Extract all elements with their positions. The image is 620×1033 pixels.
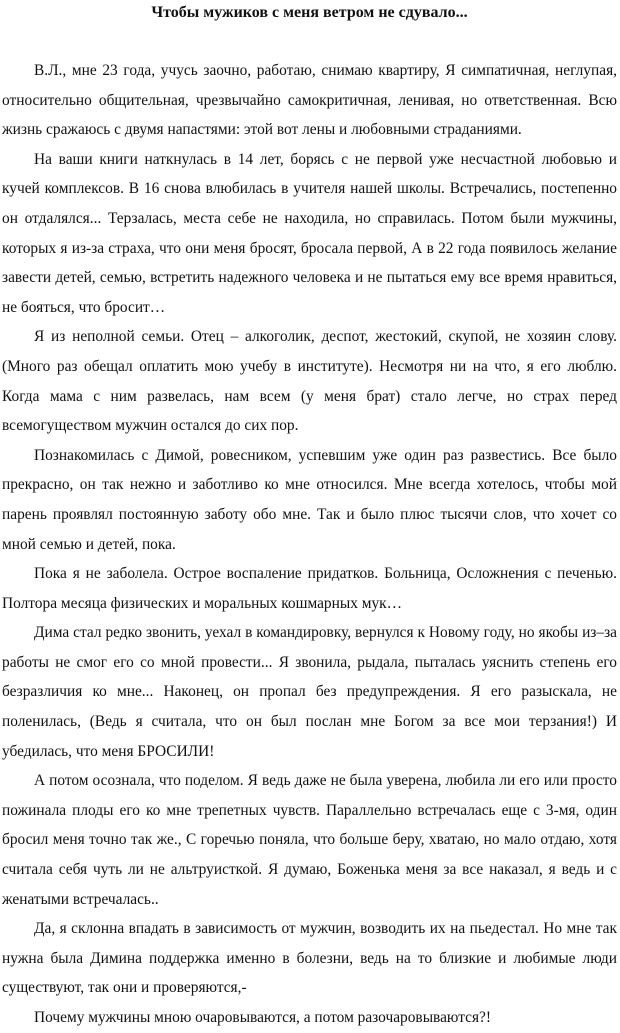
paragraph: Я из неполной семьи. Отец – алкоголик, деспот, жестокий, скупой, не хозяин слову. (Много раз обещал оплатить мою учебу в институте). Несмотря ни на что, я его люблю. Когда мама с ним развелась, нам всем (у меня брат) стало легче, но страх перед всемогуществом мужчин остался до сих пор. [2,328,617,435]
paragraph: Пока я не заболела. Острое воспаление придатков. Больница, Осложнения с печенью. Полтора месяца физических и моральных кошмарных мук… [2,565,617,612]
paragraph: Почему мужчины мною очаровываются, а потом разочаровываются?! [34,1009,492,1026]
paragraph: Да, я склонна впадать в зависимость от мужчин, возводить их на пьедестал. Но мне так нужна была Димина поддержка именно в болезни, ведь на то близкие и любимые люди существуют, так они и проверяются,- [2,920,617,997]
paragraph: В.Л., мне 23 года, учусь заочно, работаю, снимаю квартиру, Я симпатичная, неглупая, относительно общительная, чрезвычайно самокритичная, ленивая, но ответственная. Всю жизнь сражаюсь с двумя напастями: этой вот лены и любовными страданиями. [2,62,617,139]
paragraph: Познакомилась с Димой, ровесником, успевшим уже один раз развестись. Все было прекрасно, он так нежно и заботливо ко мне относился. Мне всегда хотелось, чтобы мой парень проявлял постоянную заботу обо мне. Так и было плюс тысячи слов, что хочет со мной семью и детей, пока. [2,446,617,553]
paragraph: На ваши книги наткнулась в 14 лет, борясь с не первой уже несчастной любовью и кучей комплексов. В 16 снова влюбилась в учителя нашей школы. Встречались, постепенно он отдалялся... Терзалась, места себе не находила, но справилась. Потом были мужчины, которых я из-за страха, что они меня бросят, бросала первой, А в 22 года появилось желание завести детей, семью, встретить надежного человека и не пытаться ему все время нравиться, не бояться, что бросит… [2,150,617,316]
paragraph: Дима стал редко звонить, уехал в командировку, вернулся к Новому году, но якобы из–за работы не смог его со мной провести... Я звонила, рыдала, пыталась уяснить степень его безразличия ко мне... Наконец, он пропал без предупреждения. Я его разыскала, не поленилась, (Ведь я считала, что он был послан мне Богом за все мои терзания!) И убедилась, что меня БРОСИЛИ! [2,624,617,760]
article-body [2,56,617,1033]
page-title: Чтобы мужиков с меня ветром не сдувало... [151,4,468,21]
paragraph: А потом осознала, что поделом. Я ведь даже не была уверена, любила ли его или просто пожинала плоды его ко мне трепетных чувств. Параллельно встречалась еще с 3-мя, один бросил меня точно так же., С горечью поняла, что больше беру, хватаю, но мало отдаю, хотя считала себя чуть ли не альтруисткой. Я думаю, Боженька меня за все наказал, я ведь и с женатыми встречалась.. [2,772,617,908]
